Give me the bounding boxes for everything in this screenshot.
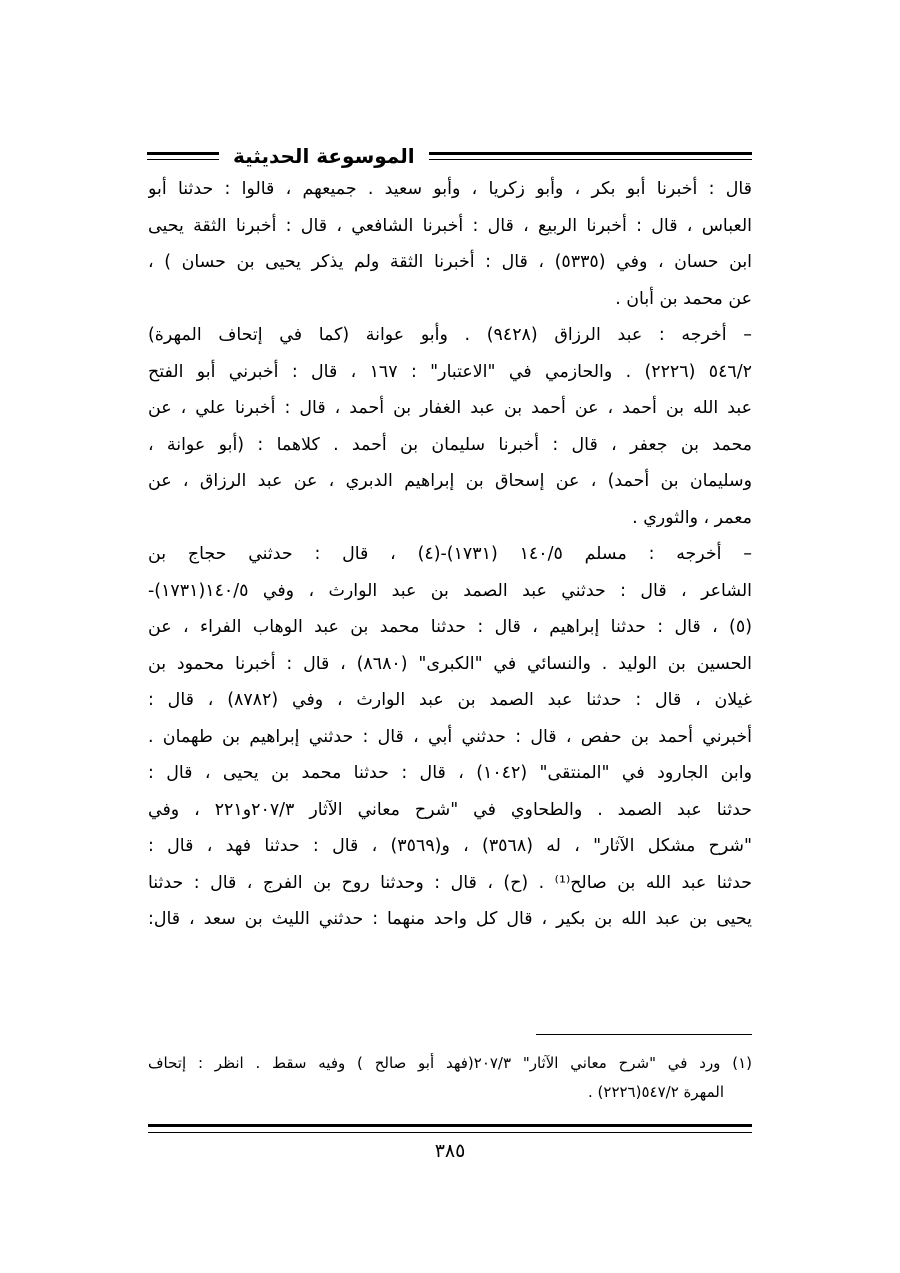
footnotes (148, 1049, 752, 1107)
text-line: ابن حسان ، وفي (٥٣٣٥) ، قال : أخبرنا الثقة ولم يذكر يحيى بن حسان ) ، (148, 252, 752, 272)
running-header (147, 143, 752, 169)
text-line: وسليمان بن أحمد) ، عن إسحاق بن إبراهيم الدبري ، عن عبد الرزاق ، عن (148, 471, 752, 491)
text-line: معمر ، والثوري . (632, 507, 752, 528)
footer-rule (148, 1124, 752, 1133)
text-line: (٥) ، قال : حدثنا إبراهيم ، قال : حدثنا محمد بن عبد الوهاب الفراء ، عن (148, 617, 752, 637)
header-rule-right (429, 152, 752, 160)
text-line: حدثنا عبد الصمد . والطحاوي في "شرح معاني الآثار ٢٠٧/٣و٢٢١ ، وفي (148, 799, 752, 820)
text-line: – أخرجه : مسلم ١٤٠/٥ (١٧٣١)-(٤) ، قال : حدثني حجاج بن (148, 544, 752, 564)
text-line: محمد بن جعفر ، قال : أخبرنا سليمان بن أحمد . كلاهما : (أبو عوانة ، (148, 434, 752, 455)
text-line: وابن الجارود في "المنتقى" (١٠٤٢) ، قال : حدثنا محمد بن يحيى ، قال : (148, 763, 752, 783)
text-line: قال : أخبرنا أبو بكر ، وأبو زكريا ، وأبو سعيد . جميعهم ، قالوا : حدثنا أبو (148, 179, 752, 199)
footnote-line: المهرة ٥٤٧/٢(٢٢٢٦) . (588, 1083, 724, 1101)
header-title: الموسوعة الحديثية (233, 144, 415, 168)
text-line: أخبرني أحمد بن حفص ، قال : حدثني أبي ، قال : حدثني إبراهيم بن طهمان . (148, 726, 752, 747)
main-text (148, 171, 752, 938)
text-line: الحسين بن الوليد . والنسائي في "الكبرى" (٨٦٨٠) ، قال : أخبرنا محمود بن (148, 653, 752, 674)
footnote-line: (١) ورد في "شرح معاني الآثار" ٢٠٧/٣(فهد أبو صالح ) وفيه سقط . انظر : إتحاف (148, 1054, 752, 1072)
text-line: الشاعر ، قال : حدثني عبد الصمد بن عبد الوارث ، وفي ١٤٠/٥(١٧٣١)- (148, 580, 752, 601)
text-line: عن محمد بن أبان . (615, 288, 752, 309)
text-line: غيلان ، قال : حدثنا عبد الصمد بن عبد الوارث ، وفي (٨٧٨٢) ، قال : (148, 690, 752, 710)
text-line: يحيى بن عبد الله بن بكير ، قال كل واحد منهما : حدثني الليث بن سعد ، قال: (148, 909, 752, 929)
footnote-separator (536, 1034, 752, 1035)
text-line: حدثنا عبد الله بن صالح⁽¹⁾ . (ح) ، قال : وحدثنا روح بن الفرج ، قال : حدثنا (148, 872, 752, 893)
text-line: "شرح مشكل الآثار" ، له (٣٥٦٨) ، و(٣٥٦٩) ، قال : حدثنا فهد ، قال : (148, 836, 752, 856)
text-line: عبد الله بن أحمد ، عن أحمد بن عبد الغفار بن أحمد ، قال : أخبرنا علي ، عن (148, 398, 752, 418)
page-number: ٣٨٥ (434, 1140, 466, 1162)
text-line: العباس ، قال : أخبرنا الربيع ، قال : أخبرنا الشافعي ، قال : أخبرنا الثقة يحيى (148, 215, 752, 236)
text-line: ٥٤٦/٢ (٢٢٢٦) . والحازمي في "الاعتبار" : ١٦٧ ، قال : أخبرني أبو الفتح (148, 361, 752, 382)
header-rule-left (147, 152, 219, 160)
text-line: – أخرجه : عبد الرزاق (٩٤٢٨) . وأبو عوانة (كما في إتحاف المهرة) (148, 325, 752, 345)
